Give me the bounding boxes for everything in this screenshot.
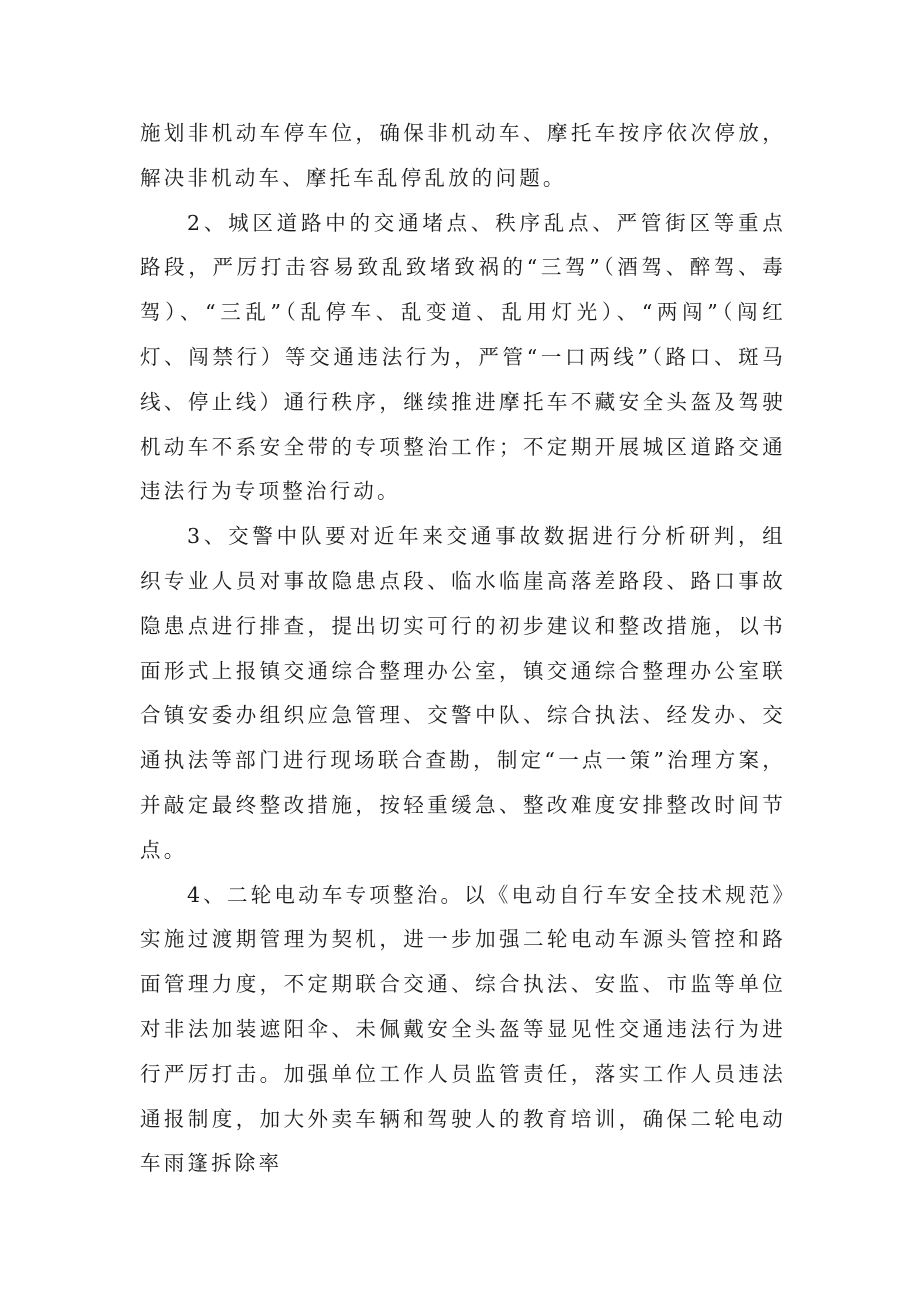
- paragraph-item-2: 2、城区道路中的交通堵点、秩序乱点、严管街区等重点路段，严厉打击容易致乱致堵致祸的“三驾”（酒驾、醉驾、毒驾）、“三乱”（乱停车、乱变道、乱用灯光）、“两闯”（闯红灯、闯禁行）等交通违法行为，严管“一口两线”（路口、斑马线、停止线）通行秩序，继续推进摩托车不藏安全头盔及驾驶机动车不系安全带的专项整治工作；不定期开展城区道路交通违法行为专项整治行动。: [140, 210, 786, 504]
- document-body: [140, 111, 786, 1186]
- paragraph-continuation: 施划非机动车停车位，确保非机动车、摩托车按序依次停放，解决非机动车、摩托车乱停乱放的问题。: [140, 121, 786, 190]
- paragraph-item-3: 3、交警中队要对近年来交通事故数据进行分析研判，组织专业人员对事故隐患点段、临水临崖高落差路段、路口事故隐患点进行排查，提出切实可行的初步建议和整改措施，以书面形式上报镇交通综合整理办公室，镇交通综合整理办公室联合镇安委办组织应急管理、交警中队、综合执法、经发办、交通执法等部门进行现场联合查勘，制定“一点一策”治理方案，并敲定最终整改措施，按轻重缓急、整改难度安排整改时间节点。: [140, 524, 786, 862]
- paragraph-item-4: 4、二轮电动车专项整治。以《电动自行车安全技术规范》实施过渡期管理为契机，进一步加强二轮电动车源头管控和路面管理力度，不定期联合交通、综合执法、安监、市监等单位对非法加装遮阳伞、未佩戴安全头盔等显见性交通违法行为进行严厉打击。加强单位工作人员监管责任，落实工作人员违法通报制度，加大外卖车辆和驾驶人的教育培训，确保二轮电动车雨篷拆除率: [140, 882, 786, 1176]
